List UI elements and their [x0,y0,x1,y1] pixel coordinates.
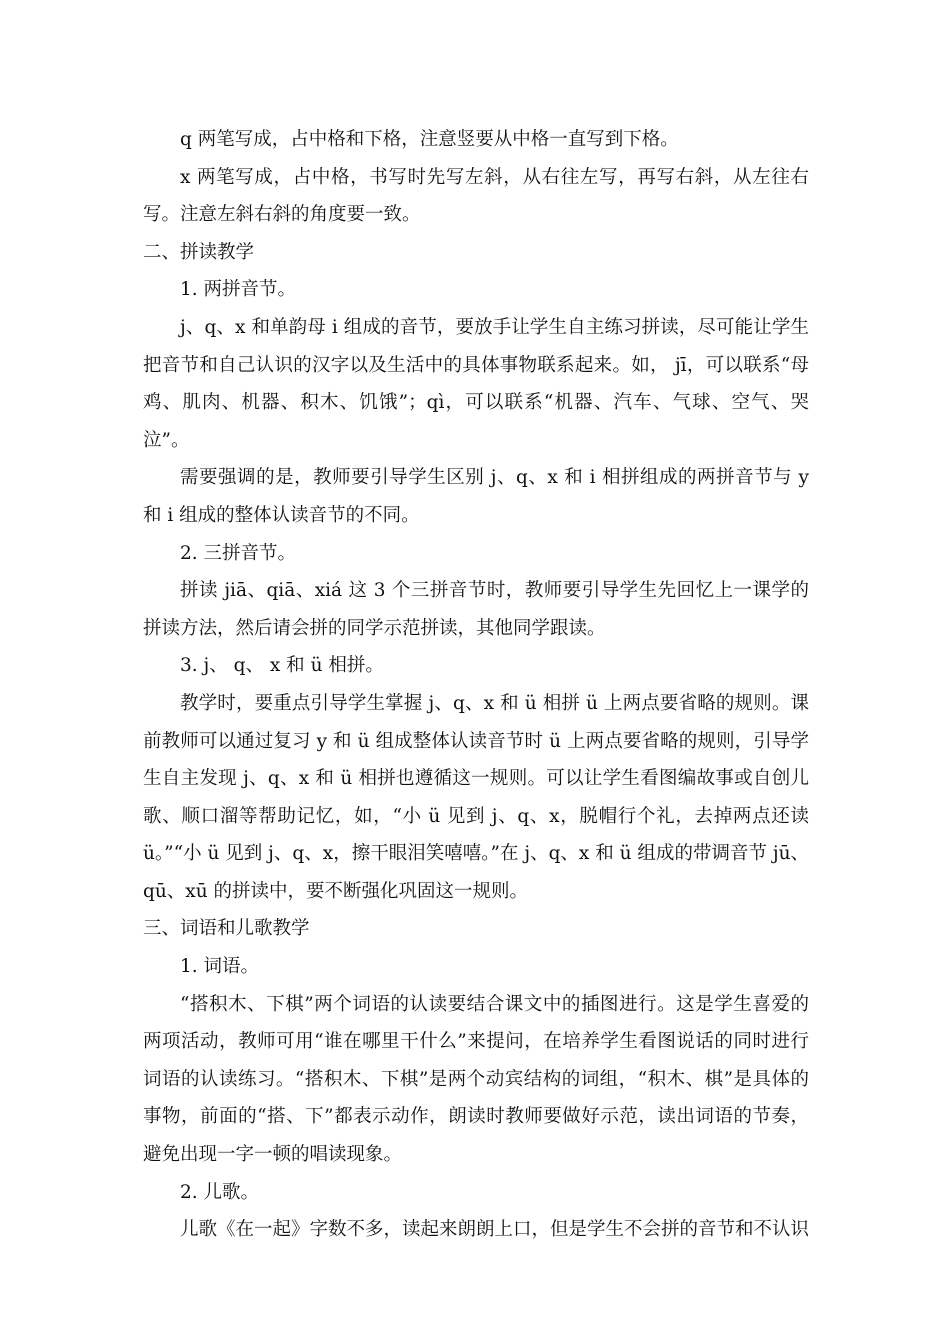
subheading-two-part-syllables: 1. 两拼音节。 [180,279,297,301]
paragraph-x-writing: x 两笔写成，占中格，书写时先写左斜，从右往左写，再写右斜，从左往右写。注意左斜右斜的角度要一致。 [143,166,809,226]
subheading-nursery-rhyme: 2. 儿歌。 [180,1181,260,1203]
section-heading-words-and-songs: 三、词语和儿歌教学 [143,918,310,940]
section-heading-spelling: 二、拼读教学 [143,241,255,263]
paragraph-nursery-rhyme: 儿歌《在一起》字数不多，读起来朗朗上口，但是学生不会拼的音节和不认识 [180,1219,810,1241]
subheading-words: 1. 词语。 [180,956,260,978]
paragraph-q-writing: q 两笔写成，占中格和下格，注意竖要从中格一直写到下格。 [180,129,679,150]
paragraph-emphasis-difference: 需要强调的是，教师要引导学生区别 j、q、x 和 i 相拼组成的两拼音节与 y 和 i 组成的整体认读音节的不同。 [143,467,809,526]
subheading-three-part-syllables: 2. 三拼音节。 [180,542,297,564]
paragraph-u-dots-rule: 教学时，要重点引导学生掌握 j、q、x 和 ü 相拼 ü 上两点要省略的规则。课前教师可以通过复习 y 和 ü 组成整体认读音节时 ü 上两点要省略的规则，引导学生自主发现 j、q、x 和 ü 相拼也遵循这一规则。可以让学生看图编故事或自创儿歌、顺口溜等帮助记忆，如，“小 ü 见到 j、q、x，脱帽行个礼，去掉两点还读 ü。”“小 ü 见到 j、q、x，擦干眼泪笑嘻嘻。”在 j、q、x 和 ü 组成的带调音节 jū、qū、xū 的拼读中，要不断强化巩固这一规则。 [143,692,809,902]
subheading-jqx-with-u: 3. j、 q、 x 和 ü 相拼。 [180,655,384,677]
paragraph-words-teaching: “搭积木、下棋”两个词语的认读要结合课文中的插图进行。这是学生喜爱的两项活动，教师可用“谁在哪里干什么”来提问，在培养学生看图说话的同时进行词语的认读练习。“搭积木、下棋”是两个动宾结构的词组，“积木、棋”是具体的事物，前面的“搭、下”都表示动作，朗读时教师要做好示范，读出词语的节奏，避免出现一字一顿的唱读现象。 [143,993,809,1166]
document-body [143,121,809,1249]
paragraph-jqx-with-i: j、q、x 和单韵母 i 组成的音节，要放手让学生自主练习拼读，尽可能让学生把音节和自己认识的汉字以及生活中的具体事物联系起来。如， jī，可以联系“母鸡、肌肉、机器、积木、饥饿”；qì，可以联系“机器、汽车、气球、空气、哭泣”。 [143,316,809,451]
paragraph-three-part-reading: 拼读 jiā、qiā、xiá 这 3 个三拼音节时，教师要引导学生先回忆上一课学的拼读方法，然后请会拼的同学示范拼读，其他同学跟读。 [143,580,809,639]
